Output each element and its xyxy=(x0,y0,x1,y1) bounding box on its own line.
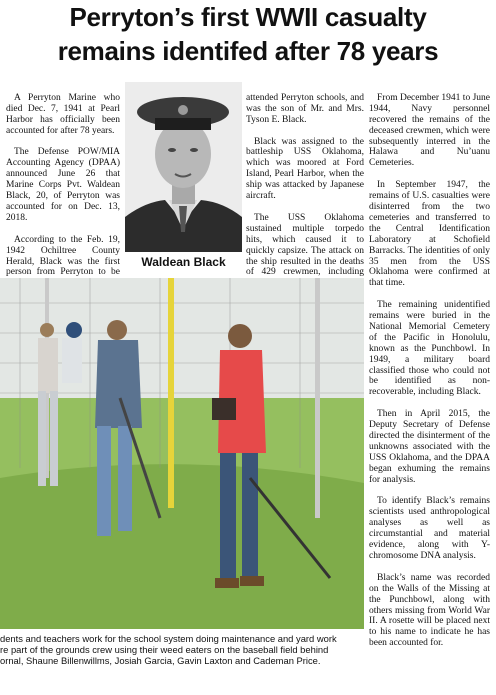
photo-caption-line-2: re part of the grounds crew using their weed eaters on the baseball field behind xyxy=(0,644,329,655)
paragraph: Then in April 2015, the Deputy Secretary of Defense directed the disinterment of the unknowns associated with the USS Oklahoma, and the DPAA began exhuming the remains for analysis. xyxy=(369,409,490,485)
paragraph: According to the Feb. 19, 1942 Ochiltree County Herald, Black was the first person from Perryton to be xyxy=(6,234,120,278)
portrait-caption: Waldean Black xyxy=(141,255,226,269)
photo-caption-line-1: dents and teachers work for the school system doing maintenance and yard work xyxy=(0,633,337,644)
portrait-photo xyxy=(125,82,242,252)
paragraph: The USS Oklahoma sustained multiple torpedo hits, which caused it to quickly capsize. The attack on the ship resulted in the deaths of 429 crewmen, including xyxy=(246,212,364,278)
paragraph: A Perryton Marine who died Dec. 7, 1941 at Pearl Harbor has officially been accounted for after 78 years. xyxy=(6,92,120,136)
paragraph: The remaining unidentified remains were buried in the National Memorial Cemetery of the Pacific in Honolulu, known as the Punchbowl. In 1949, a military board classified those who could not be identified as non-recoverable, including Black. xyxy=(369,300,490,398)
paragraph: From December 1941 to June 1944, Navy personnel recovered the remains of the deceased crewmen, which were subsequently interred in the Halawa and Nu’uanu Cemeteries. xyxy=(369,92,490,169)
headline-line-2: remains identifed after 78 years xyxy=(57,36,439,66)
paragraph: The Defense POW/MIA Accounting Agency (DPAA) announced June 26 that Marine Corps Pvt. Waldean Black, 20, of Perryton was accounted for on Dec. 13, 2018. xyxy=(6,147,120,223)
grounds-crew-photo xyxy=(0,278,364,629)
paragraph: In September 1947, the remains of U.S. casualties were disinterred from the two cemeteries and transferred to the Central Identification Laboratory at Schofield Barracks. The identities of only 35 men from the USS Oklahoma were confirmed at that time. xyxy=(369,180,490,289)
photo-caption xyxy=(0,633,366,666)
paragraph: To identify Black’s remains scientists used anthropological analyses as well as circumstantial and material evidence, along with Y-chromosome DNA analysis. xyxy=(369,496,490,561)
article-column-3 xyxy=(369,82,490,660)
article-column-1 xyxy=(6,82,120,300)
paragraph: attended Perryton schools, and was the son of Mr. and Mrs. Tyson E. Black. xyxy=(246,92,364,125)
headline xyxy=(0,0,496,68)
paragraph: Black was assigned to the battleship USS Oklahoma, which was moored at Ford Island, Pearl Harbor, when the ship was attacked by Japanese aircraft. xyxy=(246,136,364,202)
photo-caption-line-3: ornal, Shaune Billenwillms, Josiah Garcia, Gavin Laxton and Cademan Price. xyxy=(0,655,321,666)
headline-line-1: Perryton’s first WWII casualty xyxy=(69,2,427,32)
paragraph: Black’s name was recorded on the Walls of the Missing at the Punchbowl, along with others missing from World War II. A rosette will be placed next to his name to indicate he has been accounted for. xyxy=(369,572,490,649)
article-column-2 xyxy=(246,82,364,300)
